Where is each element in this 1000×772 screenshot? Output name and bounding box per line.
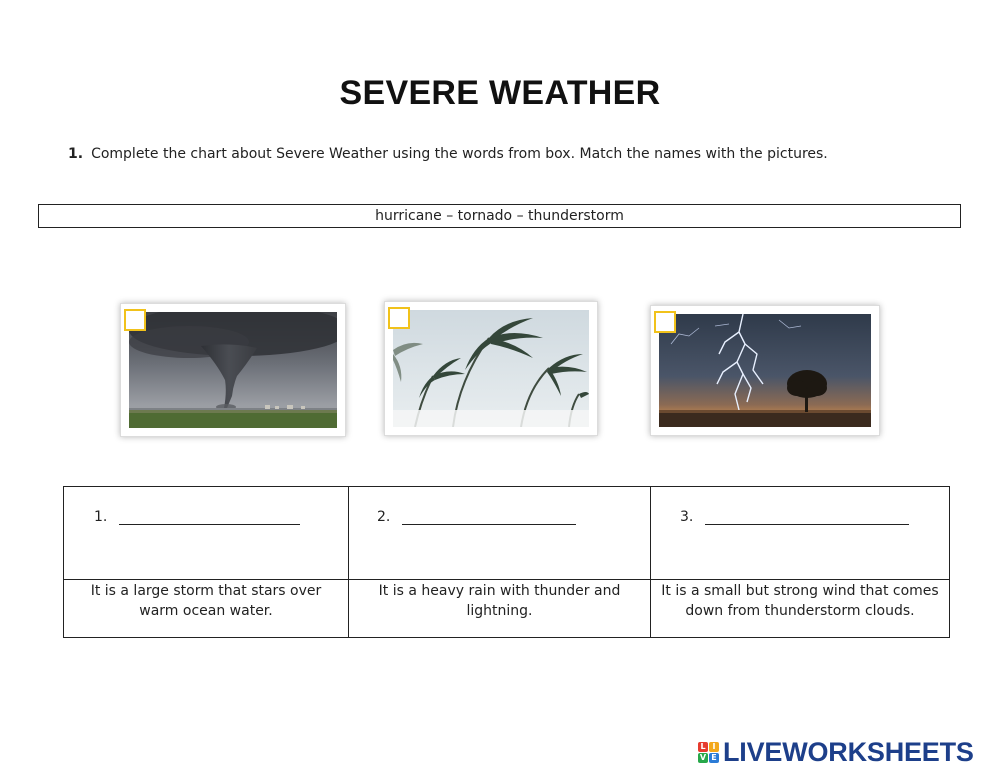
answer-table xyxy=(63,486,950,638)
picture-2-answer-box[interactable] xyxy=(388,307,410,329)
liveworksheets-logo-icon xyxy=(698,742,719,763)
instruction-number: 1. xyxy=(68,146,84,162)
thunderstorm-picture xyxy=(650,305,880,436)
thunderstorm-image xyxy=(659,314,871,427)
description-1-line-1: It is a large storm that stars over xyxy=(90,583,322,599)
description-2-line-1: It is a heavy rain with thunder and xyxy=(378,583,621,599)
worksheet-title: SEVERE WEATHER xyxy=(339,74,661,112)
instruction xyxy=(68,146,828,162)
instruction-text: Complete the chart about Severe Weather using the words from box. Match the names with the pictures. xyxy=(91,146,828,162)
description-1-line-2: warm ocean water. xyxy=(139,603,273,619)
answer-number-1: 1. xyxy=(94,509,108,525)
hurricane-picture xyxy=(384,301,598,436)
answer-number-2: 2. xyxy=(377,509,391,525)
description-cell-3 xyxy=(651,580,950,638)
answer-blank-2[interactable] xyxy=(402,508,576,525)
brand-name: LIVEWORKSHEETS xyxy=(723,737,974,767)
description-row xyxy=(64,580,950,638)
answer-cell-1 xyxy=(64,487,349,580)
description-cell-1 xyxy=(64,580,349,638)
picture-1-answer-box[interactable] xyxy=(124,309,146,331)
answer-number-3: 3. xyxy=(680,509,694,525)
logo-letter-i: I xyxy=(709,742,719,752)
logo-letter-e: E xyxy=(709,753,719,763)
description-3-line-2: down from thunderstorm clouds. xyxy=(685,603,915,619)
picture-3-answer-box[interactable] xyxy=(654,311,676,333)
description-2-line-2: lightning. xyxy=(466,603,533,619)
logo-letter-l: L xyxy=(698,742,708,752)
tornado-image xyxy=(129,312,337,428)
answer-blank-3[interactable] xyxy=(705,508,909,525)
hurricane-image xyxy=(393,310,589,427)
description-cell-2 xyxy=(349,580,651,638)
word-bank: hurricane – tornado – thunderstorm xyxy=(38,204,961,228)
answer-blank-1[interactable] xyxy=(119,508,300,525)
answer-cell-3 xyxy=(651,487,950,580)
description-3-line-1: It is a small but strong wind that comes xyxy=(661,583,939,599)
logo-letter-v: V xyxy=(699,753,707,762)
tornado-picture xyxy=(120,303,346,437)
liveworksheets-brand[interactable] xyxy=(698,737,974,768)
answer-cell-2 xyxy=(349,487,651,580)
answer-row xyxy=(64,487,950,580)
